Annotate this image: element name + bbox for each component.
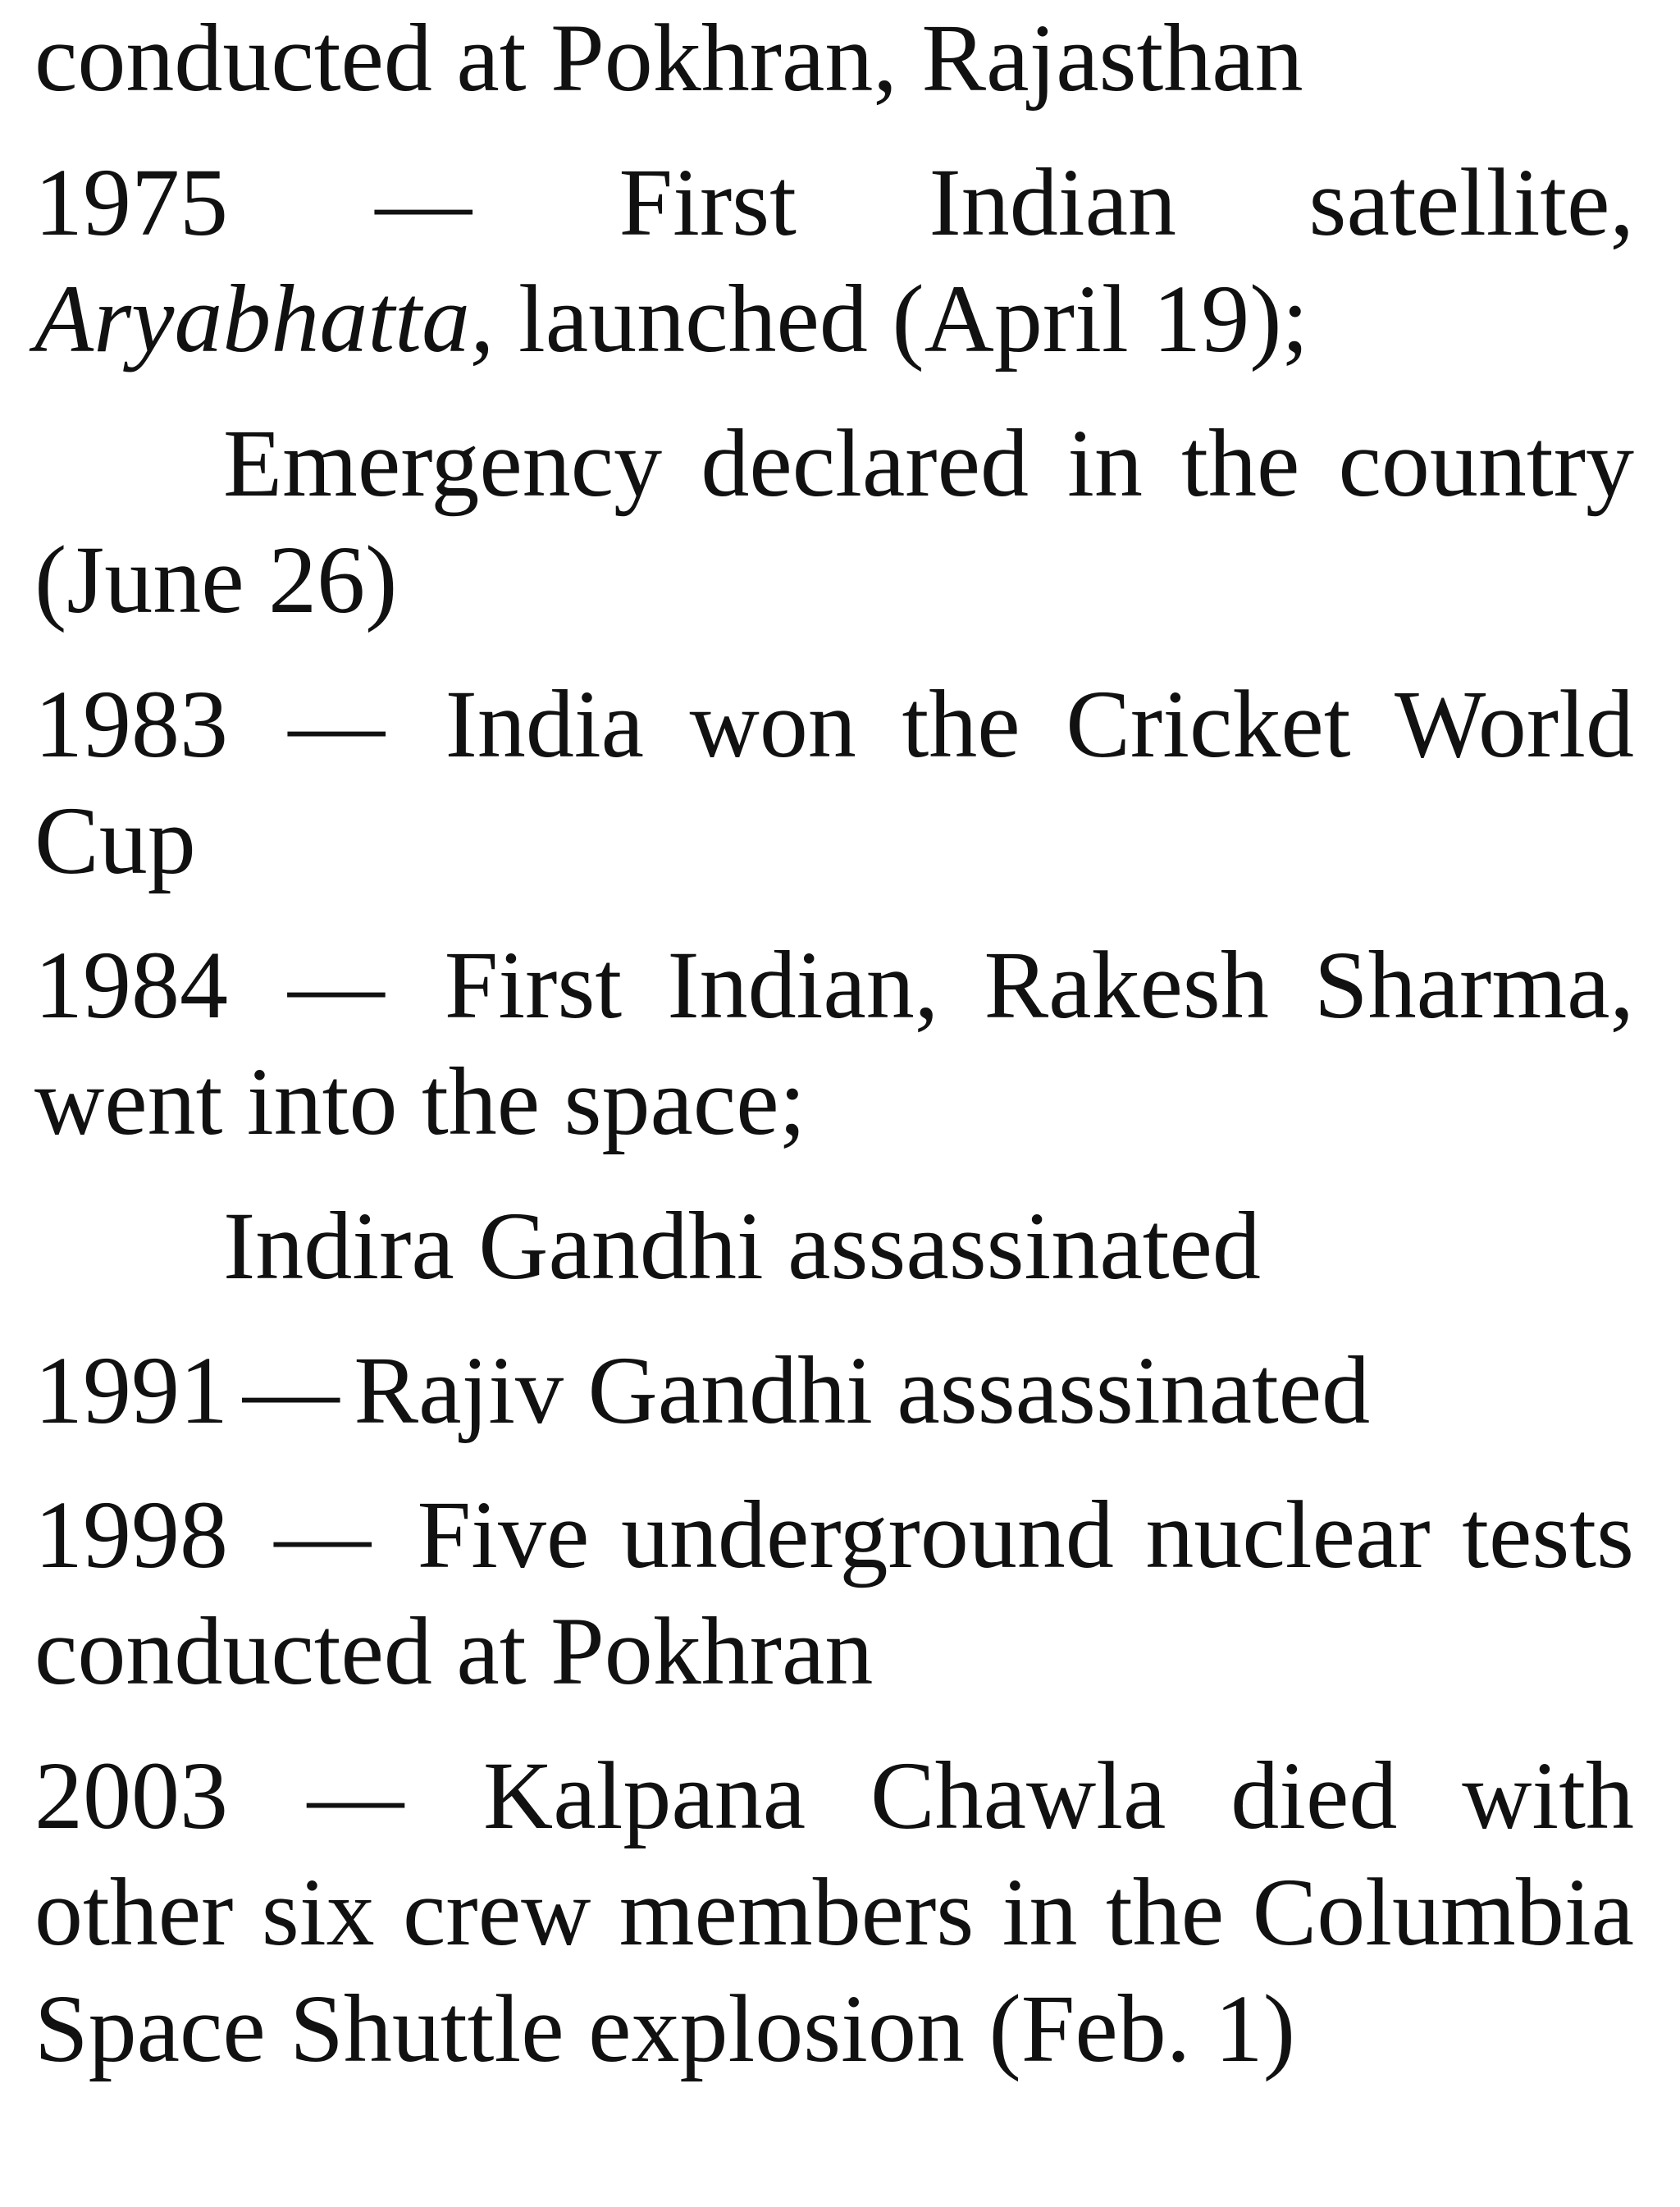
entry-italic-name: Aryabhatta, [34,265,495,372]
entry-continuation [34,0,1634,117]
document-page [34,0,1634,2087]
entry-1998 [34,1477,1634,1710]
entry-text: First Indian, Rakesh Sharma, went into the space; [34,931,1634,1155]
entry-year: 1991 [34,1337,228,1444]
entry-text: Rajiv Gandhi assassinated [354,1337,1371,1444]
entry-dash: — [288,670,386,778]
entry-dash: — [375,149,472,256]
entry-text-cont: launched (April 19); [494,265,1309,372]
entry-text: India won the Cricket World Cup [34,670,1635,894]
entry-text: First Indian satellite, [619,149,1635,256]
entry-year: 1984 [34,931,228,1039]
entry-text: Indira Gandhi assassinated [223,1192,1261,1300]
entry-1991 [34,1332,1634,1449]
entry-1984 [34,927,1634,1160]
entry-year: 1998 [34,1481,228,1588]
entry-year: 1975 [34,149,228,256]
entry-dash: — [287,931,385,1039]
entry-dash: — [307,1742,404,1849]
entry-text: Emergency declared in the country (June 26) [34,409,1634,633]
entry-year: 2003 [34,1742,228,1849]
entry-year: 1983 [34,670,228,778]
entry-1984-indira [34,1188,1634,1305]
entry-text: Five underground nuclear tests conducted at Pokhran [34,1481,1635,1705]
entry-1975 [34,144,1634,377]
entry-2003 [34,1738,1634,2087]
entry-dash: — [274,1481,372,1588]
entry-text: Kalpana Chawla died with other six crew members in the Columbia Space Shuttle explosion (Feb. 1) [34,1742,1635,2082]
entry-1983 [34,666,1634,899]
entry-1975-emergency [34,405,1634,638]
entry-dash: — [242,1337,340,1444]
entry-text: conducted at Pokhran, Rajasthan [34,4,1303,112]
